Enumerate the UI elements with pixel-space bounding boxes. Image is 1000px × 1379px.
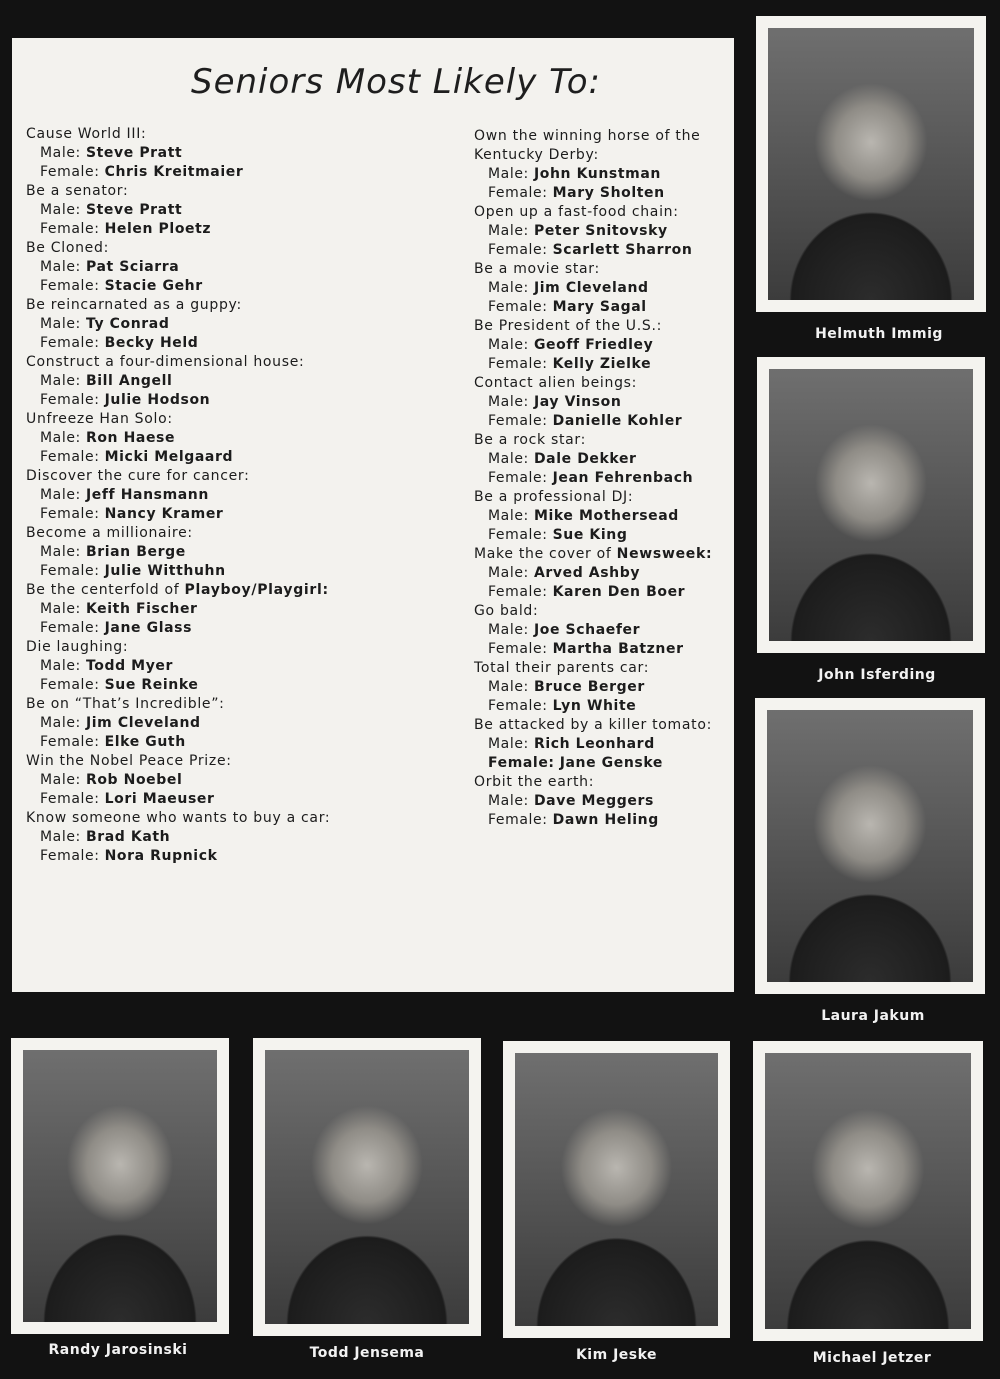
- category-heading: Open up a fast-food chain:: [474, 204, 679, 220]
- male-winner: Male: Jay Vinson: [488, 394, 622, 410]
- female-winner: Female: Nora Rupnick: [40, 848, 218, 864]
- female-winner: Female: Jean Fehrenbach: [488, 470, 694, 486]
- male-winner: Male: Joe Schaefer: [488, 622, 641, 638]
- category-heading: Total their parents car:: [474, 660, 650, 676]
- portrait-john-isferding: [757, 357, 985, 653]
- portrait-caption: Helmuth Immig: [815, 326, 943, 342]
- female-winner: Female: Sue King: [488, 527, 628, 543]
- category-heading: Unfreeze Han Solo:: [26, 411, 173, 427]
- portrait-image: [769, 369, 973, 641]
- portrait-caption: Laura Jakum: [821, 1008, 925, 1024]
- category-heading: Go bald:: [474, 603, 539, 619]
- portrait-michael-jetzer: [753, 1041, 983, 1341]
- portrait-caption: John Isferding: [818, 667, 936, 683]
- category-heading: Orbit the earth:: [474, 774, 595, 790]
- category-heading: Make the cover of Newsweek:: [474, 546, 713, 562]
- female-winner: Female: Elke Guth: [40, 734, 186, 750]
- female-winner: Female: Micki Melgaard: [40, 449, 234, 465]
- male-winner: Male: Bill Angell: [40, 373, 173, 389]
- category-heading: Be President of the U.S.:: [474, 318, 663, 334]
- female-winner: Female: Julie Witthuhn: [40, 563, 226, 579]
- female-winner: Female: Dawn Heling: [488, 812, 659, 828]
- male-winner: Male: Rob Noebel: [40, 772, 183, 788]
- category-heading: Be the centerfold of Playboy/Playgirl:: [26, 582, 329, 598]
- portrait-image: [265, 1050, 469, 1324]
- male-winner: Male: Geoff Friedley: [488, 337, 654, 353]
- female-winner: Female: Sue Reinke: [40, 677, 199, 693]
- female-winner: Female: Scarlett Sharron: [488, 242, 693, 258]
- left-column: [26, 125, 330, 866]
- female-winner: Female: Martha Batzner: [488, 641, 684, 657]
- category-heading: Be a professional DJ:: [474, 489, 634, 505]
- category-heading: Own the winning horse of the Kentucky Derby:: [474, 128, 701, 163]
- category-heading: Be Cloned:: [26, 240, 109, 256]
- female-winner: Female: Danielle Kohler: [488, 413, 683, 429]
- right-column: [474, 127, 714, 830]
- category-heading: Discover the cure for cancer:: [26, 468, 250, 484]
- female-winner: Female: Stacie Gehr: [40, 278, 203, 294]
- male-winner: Male: Dave Meggers: [488, 793, 654, 809]
- category-heading: Know someone who wants to buy a car:: [26, 810, 331, 826]
- male-winner: Male: Rich Leonhard: [488, 736, 655, 752]
- portrait-image: [767, 710, 973, 982]
- portrait-image: [768, 28, 974, 300]
- portrait-image: [515, 1053, 718, 1326]
- category-heading: Be on “That’s Incredible”:: [26, 696, 225, 712]
- category-heading: Be a movie star:: [474, 261, 600, 277]
- page-title: Seniors Most Likely To:: [191, 62, 601, 102]
- female-winner: Female: Karen Den Boer: [488, 584, 686, 600]
- female-winner: Female: Mary Sagal: [488, 299, 647, 315]
- female-winner: Female: Lyn White: [488, 698, 637, 714]
- male-winner: Male: Ron Haese: [40, 430, 176, 446]
- male-winner: Male: Jeff Hansmann: [40, 487, 209, 503]
- portrait-randy-jarosinski: [11, 1038, 229, 1334]
- male-winner: Male: Todd Myer: [40, 658, 174, 674]
- category-heading: Be a senator:: [26, 183, 129, 199]
- female-winner: Female: Nancy Kramer: [40, 506, 224, 522]
- male-winner: Male: Brian Berge: [40, 544, 186, 560]
- female-winner: Female: Julie Hodson: [40, 392, 211, 408]
- male-winner: Male: Bruce Berger: [488, 679, 645, 695]
- portrait-caption: Randy Jarosinski: [48, 1342, 188, 1358]
- category-heading: Win the Nobel Peace Prize:: [26, 753, 232, 769]
- female-winner: Female: Becky Held: [40, 335, 199, 351]
- male-winner: Male: Keith Fischer: [40, 601, 198, 617]
- portrait-caption: Todd Jensema: [309, 1345, 425, 1361]
- female-winner: Female: Jane Genske: [488, 755, 663, 771]
- male-winner: Male: Dale Dekker: [488, 451, 637, 467]
- male-winner: Male: Steve Pratt: [40, 145, 183, 161]
- category-heading: Die laughing:: [26, 639, 129, 655]
- female-winner: Female: Chris Kreitmaier: [40, 164, 244, 180]
- male-winner: Male: Jim Cleveland: [40, 715, 201, 731]
- male-winner: Male: Ty Conrad: [40, 316, 170, 332]
- category-heading: Contact alien beings:: [474, 375, 638, 391]
- category-heading: Be attacked by a killer tomato:: [474, 717, 713, 733]
- portrait-caption: Kim Jeske: [575, 1347, 658, 1363]
- category-heading: Be reincarnated as a guppy:: [26, 297, 242, 313]
- portrait-laura-jakum: [755, 698, 985, 994]
- category-heading: Cause World III:: [26, 126, 147, 142]
- category-heading: Be a rock star:: [474, 432, 587, 448]
- female-winner: Female: Helen Ploetz: [40, 221, 212, 237]
- male-winner: Male: Peter Snitovsky: [488, 223, 668, 239]
- male-winner: Male: Brad Kath: [40, 829, 171, 845]
- male-winner: Male: Arved Ashby: [488, 565, 641, 581]
- category-heading: Construct a four-dimensional house:: [26, 354, 305, 370]
- male-winner: Male: Steve Pratt: [40, 202, 183, 218]
- male-winner: Male: John Kunstman: [488, 166, 661, 182]
- female-winner: Female: Jane Glass: [40, 620, 193, 636]
- female-winner: Female: Mary Sholten: [488, 185, 665, 201]
- female-winner: Female: Lori Maeuser: [40, 791, 215, 807]
- portrait-image: [23, 1050, 217, 1322]
- portrait-caption: Michael Jetzer: [812, 1350, 932, 1366]
- portrait-kim-jeske: [503, 1041, 730, 1338]
- female-winner: Female: Kelly Zielke: [488, 356, 652, 372]
- portrait-image: [765, 1053, 971, 1329]
- male-winner: Male: Pat Sciarra: [40, 259, 180, 275]
- portrait-helmuth-immig: [756, 16, 986, 312]
- male-winner: Male: Jim Cleveland: [488, 280, 649, 296]
- category-heading: Become a millionaire:: [26, 525, 193, 541]
- portrait-todd-jensema: [253, 1038, 481, 1336]
- male-winner: Male: Mike Mothersead: [488, 508, 679, 524]
